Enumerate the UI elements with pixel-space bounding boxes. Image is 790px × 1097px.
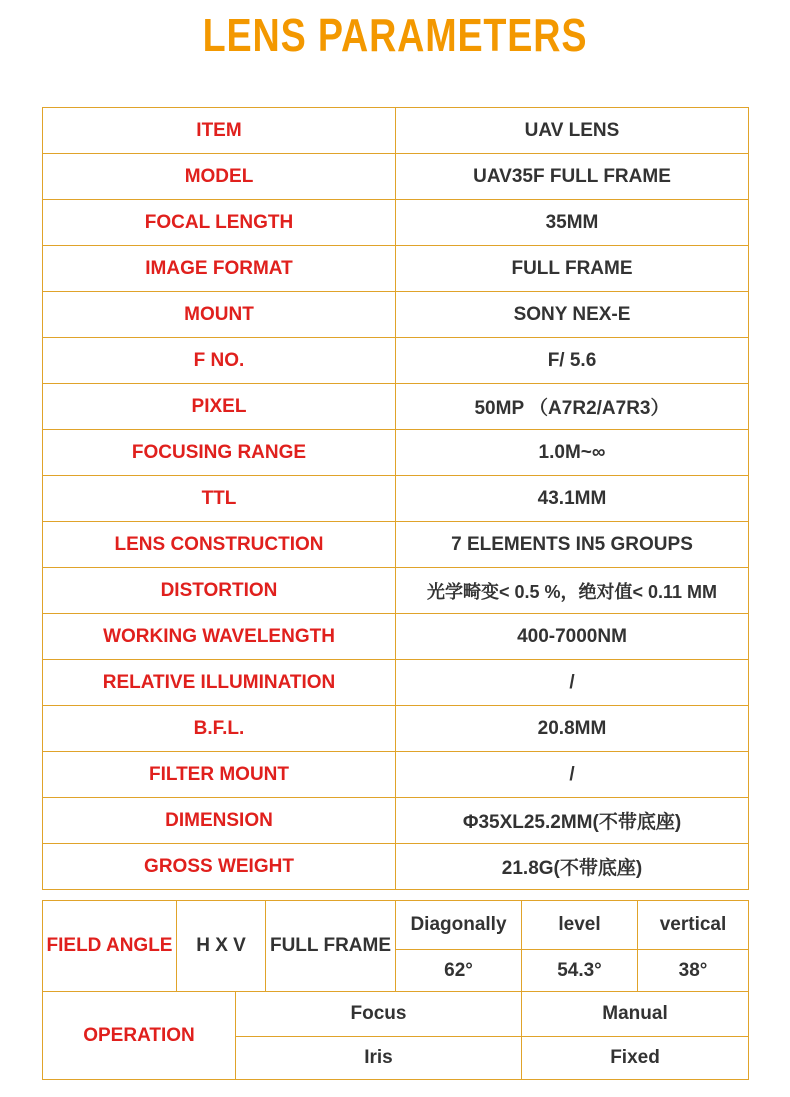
table-row xyxy=(43,844,749,890)
table-row xyxy=(43,338,749,384)
operation-row xyxy=(43,992,749,1037)
lens-parameters-table xyxy=(42,107,749,890)
table-row xyxy=(43,476,749,522)
table-row xyxy=(43,430,749,476)
row-label: MOUNT xyxy=(43,292,396,338)
operation-focus-value: Manual xyxy=(522,992,749,1037)
row-value: 20.8MM xyxy=(396,706,749,752)
row-value: Φ35XL25.2MM(不带底座) xyxy=(396,798,749,844)
table-row xyxy=(43,798,749,844)
row-value: 400-7000NM xyxy=(396,614,749,660)
table-row xyxy=(43,384,749,430)
table-row xyxy=(43,568,749,614)
field-angle-value-level: 54.3° xyxy=(522,950,638,992)
row-label: F NO. xyxy=(43,338,396,384)
row-label: RELATIVE ILLUMINATION xyxy=(43,660,396,706)
row-label: LENS CONSTRUCTION xyxy=(43,522,396,568)
row-value: UAV35F FULL FRAME xyxy=(396,154,749,200)
table-row xyxy=(43,246,749,292)
table-row xyxy=(43,292,749,338)
table-row xyxy=(43,660,749,706)
row-label: B.F.L. xyxy=(43,706,396,752)
row-value: 35MM xyxy=(396,200,749,246)
row-label: IMAGE FORMAT xyxy=(43,246,396,292)
row-value: SONY NEX-E xyxy=(396,292,749,338)
row-label: GROSS WEIGHT xyxy=(43,844,396,890)
field-angle-hxv: H X V xyxy=(177,901,266,992)
table-row xyxy=(43,154,749,200)
field-angle-label: FIELD ANGLE xyxy=(43,901,177,992)
field-angle-value-vertical: 38° xyxy=(638,950,749,992)
row-label: FILTER MOUNT xyxy=(43,752,396,798)
table-row xyxy=(43,108,749,154)
field-angle-value-diagonally: 62° xyxy=(396,950,522,992)
row-label: DISTORTION xyxy=(43,568,396,614)
operation-iris-value: Fixed xyxy=(522,1037,749,1080)
operation-focus-name: Focus xyxy=(236,992,522,1037)
row-label: ITEM xyxy=(43,108,396,154)
field-angle-header-vertical: vertical xyxy=(638,901,749,950)
operation-label: OPERATION xyxy=(43,992,236,1080)
row-value: 光学畸变< 0.5 %，绝对值< 0.11 MM xyxy=(396,568,749,614)
row-label: PIXEL xyxy=(43,384,396,430)
row-value: 43.1MM xyxy=(396,476,749,522)
row-label: FOCUSING RANGE xyxy=(43,430,396,476)
row-label: FOCAL LENGTH xyxy=(43,200,396,246)
table-row xyxy=(43,706,749,752)
row-value: F/ 5.6 xyxy=(396,338,749,384)
table-row xyxy=(43,200,749,246)
field-angle-header-level: level xyxy=(522,901,638,950)
row-value: 50MP （A7R2/A7R3） xyxy=(396,384,749,430)
table-row xyxy=(43,522,749,568)
row-value: FULL FRAME xyxy=(396,246,749,292)
row-label: TTL xyxy=(43,476,396,522)
page-title: LENS PARAMETERS xyxy=(202,9,588,61)
field-angle-operation-table xyxy=(42,900,749,1080)
field-angle-format: FULL FRAME xyxy=(266,901,396,992)
field-angle-row xyxy=(43,901,749,950)
row-value: 21.8G(不带底座) xyxy=(396,844,749,890)
row-label: WORKING WAVELENGTH xyxy=(43,614,396,660)
table-row xyxy=(43,752,749,798)
row-value: 7 ELEMENTS IN5 GROUPS xyxy=(396,522,749,568)
operation-iris-name: Iris xyxy=(236,1037,522,1080)
row-label: MODEL xyxy=(43,154,396,200)
row-value: / xyxy=(396,752,749,798)
row-label: DIMENSION xyxy=(43,798,396,844)
field-angle-header-diagonally: Diagonally xyxy=(396,901,522,950)
table-row xyxy=(43,614,749,660)
row-value: UAV LENS xyxy=(396,108,749,154)
row-value: / xyxy=(396,660,749,706)
row-value: 1.0M~∞ xyxy=(396,430,749,476)
